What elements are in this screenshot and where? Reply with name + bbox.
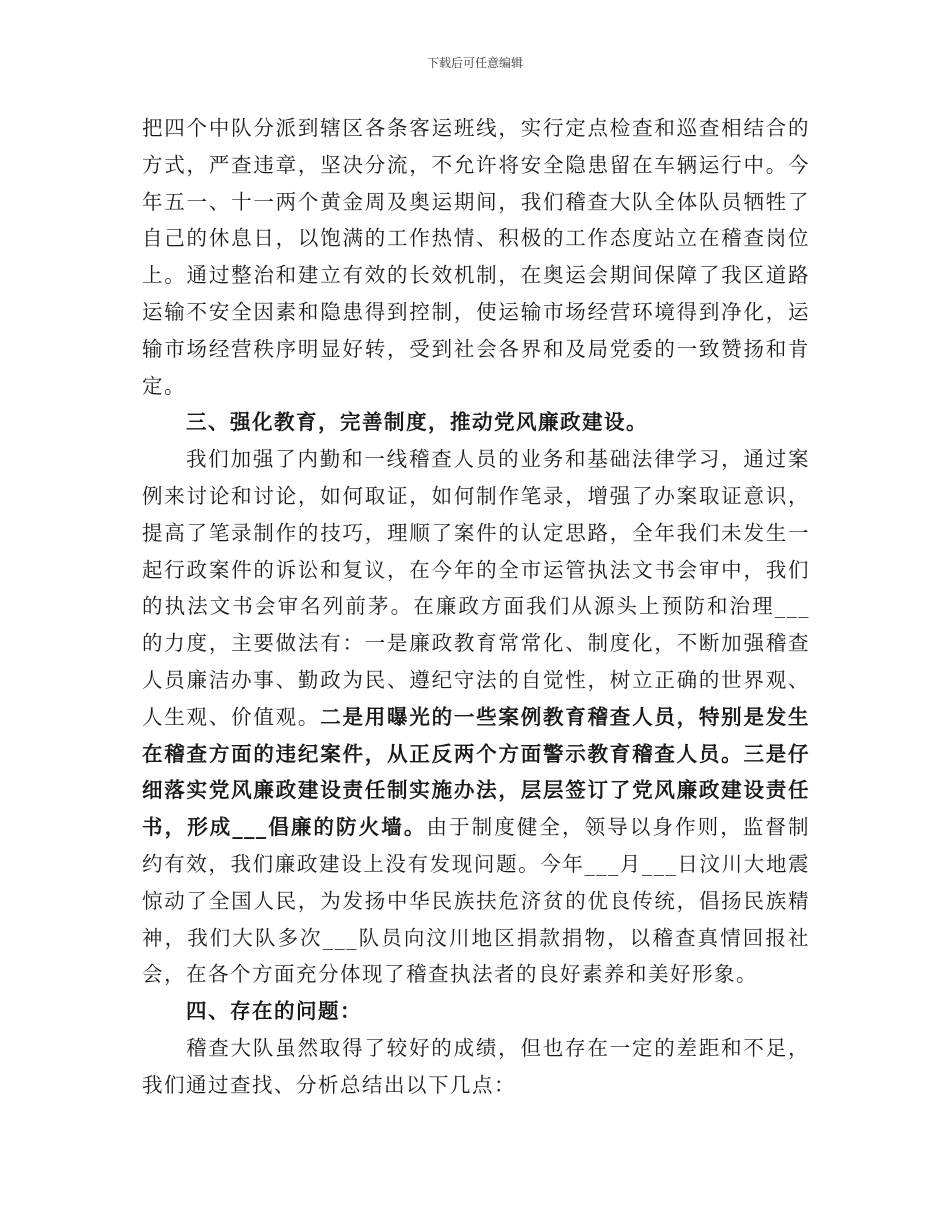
page-header: 下载后可任意编辑	[426, 56, 523, 70]
section-heading-4: 四、存在的问题：	[186, 999, 362, 1024]
paragraph-education-text-1: 我们加强了内勤和一线稽查人员的业务和基础法律学习，通过案例来讨论和讨论，如何取证，如何制作笔录，增强了办案取证意识，提高了笔录制作的技巧，理顺了案件的认定思路，全年我们未发生一起行政案件的诉讼和复议，在今年的全市运管执法文书会审中，我们的执法文书会审名列前茅。在廉政方面我们从源头上预防和治理___的力度，主要做法有：一是廉政教育常常化、制度化，不断加强稽查人员廉洁办事、勤政为民、遵纪守法的自觉性，树立正确的世界观、人生观、价值观。	[142, 447, 810, 729]
paragraph-education-bold-text: 二是用曝光的一些案例教育稽查人员，特别是发生在稽查方面的违纪案件，从正反两个方面警示教育稽查人员。三是仔细落实党风廉政建设责任制实施办法，层层签订了党风廉政建设责任书，形成___倡廉的防火墙。	[142, 704, 811, 840]
paragraph-problems: 稽查大队虽然取得了较好的成绩，但也存在一定的差距和不足，我们通过查找、分析总结出以下几点：	[142, 1035, 810, 1097]
paragraph-continuation: 把四个中队分派到辖区各条客运班线，实行定点检查和巡查相结合的方式，严查违章，坚决分流，不允许将安全隐患留在车辆运行中。今年五一、十一两个黄金周及奥运期间，我们稽查大队全体队员牺牲了自己的休息日，以饱满的工作热情、积极的工作态度站立在稽查岗位上。通过整治和建立有效的长效机制，在奥运会期间保障了我区道路运输不安全因素和隐患得到控制，使运输市场经营环境得到净化，运输市场经营秩序明显好转，受到社会各界和及局党委的一致赞扬和肯定。	[142, 116, 810, 398]
document-body	[142, 110, 810, 1104]
section-heading-3: 三、强化教育，完善制度，推动党风廉政建设。	[186, 410, 648, 435]
paragraph-education	[142, 441, 810, 993]
paragraph-education-text-2: 由于制度健全，领导以身作则，监督制约有效，我们廉政建设上没有发现问题。今年___月___日汶川大地震惊动了全国人民，为发扬中华民族扶危济贫的优良传统，倡扬民族精神，我们大队多次___队员向汶川地区捐款捐物，以稽查真情回报社会，在各个方面充分体现了稽查执法者的良好素养和美好形象。	[142, 815, 811, 987]
